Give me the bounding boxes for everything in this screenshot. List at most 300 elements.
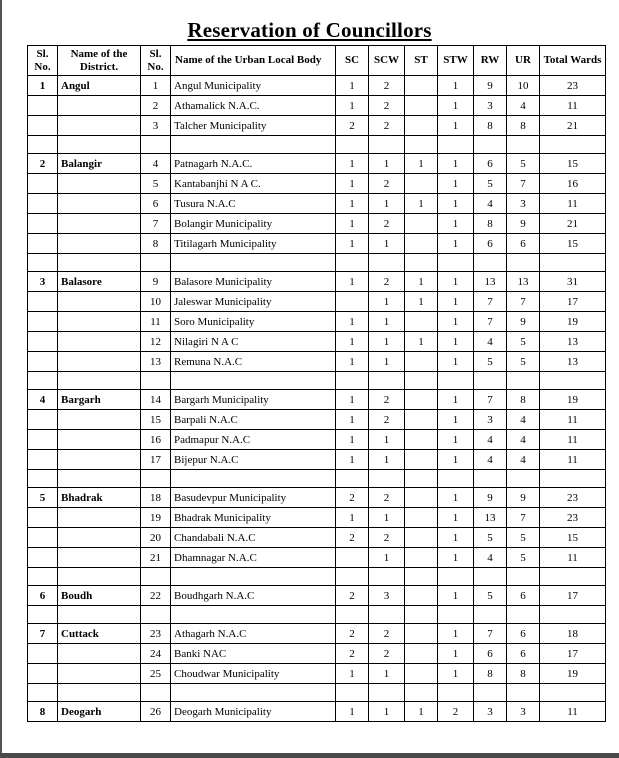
table-row (28, 96, 606, 116)
cell-scw: 2 (369, 116, 405, 136)
empty-cell (336, 470, 369, 488)
cell-ur: 9 (507, 488, 540, 508)
ulb-sl-no: 3 (141, 116, 171, 136)
district-name (58, 214, 141, 234)
empty-cell (438, 372, 474, 390)
district-sl-no: 3 (28, 272, 58, 292)
ulb-sl-no: 15 (141, 410, 171, 430)
cell-total: 21 (540, 116, 606, 136)
cell-ur: 5 (507, 154, 540, 174)
cell-ur: 6 (507, 624, 540, 644)
cell-st (405, 352, 438, 372)
cell-scw: 2 (369, 488, 405, 508)
empty-cell (405, 470, 438, 488)
ulb-name: Choudwar Municipality (171, 664, 336, 684)
cell-sc: 1 (336, 450, 369, 470)
empty-cell (369, 372, 405, 390)
cell-total: 11 (540, 430, 606, 450)
empty-cell (58, 372, 141, 390)
empty-cell (540, 568, 606, 586)
cell-st (405, 312, 438, 332)
cell-total: 23 (540, 488, 606, 508)
empty-cell (405, 684, 438, 702)
cell-rw: 6 (474, 644, 507, 664)
ulb-name: Bijepur N.A.C (171, 450, 336, 470)
ulb-sl-no: 20 (141, 528, 171, 548)
district-sl-no (28, 332, 58, 352)
cell-sc: 1 (336, 272, 369, 292)
table-row (28, 450, 606, 470)
spacer-row (28, 254, 606, 272)
district-sl-no: 7 (28, 624, 58, 644)
district-name: Deogarh (58, 702, 141, 722)
cell-st: 1 (405, 154, 438, 174)
empty-cell (405, 568, 438, 586)
district-name: Boudh (58, 586, 141, 606)
empty-cell (171, 254, 336, 272)
empty-cell (58, 136, 141, 154)
cell-total: 19 (540, 664, 606, 684)
ulb-sl-no: 13 (141, 352, 171, 372)
table-header-row (28, 46, 606, 76)
cell-st (405, 116, 438, 136)
cell-stw: 1 (438, 528, 474, 548)
cell-ur: 3 (507, 702, 540, 722)
cell-sc: 2 (336, 488, 369, 508)
table-row (28, 548, 606, 568)
spacer-row (28, 568, 606, 586)
cell-scw: 2 (369, 272, 405, 292)
cell-stw: 1 (438, 214, 474, 234)
cell-rw: 3 (474, 410, 507, 430)
ulb-sl-no: 2 (141, 96, 171, 116)
cell-ur: 9 (507, 312, 540, 332)
empty-cell (540, 372, 606, 390)
district-sl-no (28, 312, 58, 332)
cell-scw: 1 (369, 430, 405, 450)
col-header-sl-no-2: Sl. No. (141, 46, 171, 76)
district-name (58, 450, 141, 470)
col-header-rw: RW (474, 46, 507, 76)
cell-scw: 1 (369, 332, 405, 352)
empty-cell (474, 136, 507, 154)
ulb-name: Padmapur N.A.C (171, 430, 336, 450)
cell-st (405, 76, 438, 96)
col-header-stw: STW (438, 46, 474, 76)
cell-stw: 1 (438, 292, 474, 312)
cell-rw: 4 (474, 450, 507, 470)
empty-cell (141, 136, 171, 154)
table-row (28, 214, 606, 234)
table-row (28, 194, 606, 214)
cell-st: 1 (405, 292, 438, 312)
district-sl-no (28, 292, 58, 312)
cell-ur: 8 (507, 664, 540, 684)
empty-cell (28, 606, 58, 624)
col-header-sc: SC (336, 46, 369, 76)
cell-stw: 1 (438, 234, 474, 254)
cell-stw: 1 (438, 664, 474, 684)
cell-stw: 1 (438, 272, 474, 292)
empty-cell (507, 606, 540, 624)
cell-st (405, 488, 438, 508)
cell-scw: 2 (369, 528, 405, 548)
cell-st (405, 644, 438, 664)
cell-ur: 5 (507, 528, 540, 548)
cell-rw: 8 (474, 664, 507, 684)
empty-cell (507, 684, 540, 702)
ulb-name: Soro Municipality (171, 312, 336, 332)
cell-scw: 2 (369, 644, 405, 664)
empty-cell (58, 568, 141, 586)
ulb-sl-no: 21 (141, 548, 171, 568)
ulb-sl-no: 14 (141, 390, 171, 410)
empty-cell (474, 568, 507, 586)
empty-cell (507, 254, 540, 272)
cell-stw: 1 (438, 352, 474, 372)
cell-sc: 1 (336, 508, 369, 528)
cell-total: 21 (540, 214, 606, 234)
cell-rw: 5 (474, 528, 507, 548)
spacer-row (28, 684, 606, 702)
district-name: Bargarh (58, 390, 141, 410)
col-header-ur: UR (507, 46, 540, 76)
cell-rw: 3 (474, 96, 507, 116)
district-sl-no (28, 234, 58, 254)
cell-scw: 1 (369, 702, 405, 722)
district-sl-no: 6 (28, 586, 58, 606)
page-title: Reservation of Councillors (187, 18, 432, 42)
cell-total: 11 (540, 450, 606, 470)
district-name (58, 528, 141, 548)
empty-cell (171, 470, 336, 488)
district-name (58, 312, 141, 332)
col-header-sl-no: Sl. No. (28, 46, 58, 76)
cell-ur: 7 (507, 508, 540, 528)
district-name: Balasore (58, 272, 141, 292)
empty-cell (141, 372, 171, 390)
table-row (28, 488, 606, 508)
ulb-name: Tusura N.A.C (171, 194, 336, 214)
cell-stw: 1 (438, 96, 474, 116)
spacer-row (28, 136, 606, 154)
ulb-sl-no: 22 (141, 586, 171, 606)
cell-st: 1 (405, 702, 438, 722)
cell-sc: 1 (336, 390, 369, 410)
cell-sc: 1 (336, 430, 369, 450)
cell-rw: 5 (474, 352, 507, 372)
ulb-name: Barpali N.A.C (171, 410, 336, 430)
cell-scw: 1 (369, 548, 405, 568)
district-name: Bhadrak (58, 488, 141, 508)
page-left-border (0, 0, 2, 758)
ulb-name: Angul Municipality (171, 76, 336, 96)
cell-rw: 4 (474, 194, 507, 214)
empty-cell (171, 136, 336, 154)
cell-stw: 1 (438, 116, 474, 136)
cell-ur: 6 (507, 644, 540, 664)
district-name (58, 664, 141, 684)
cell-scw: 2 (369, 390, 405, 410)
table-row (28, 234, 606, 254)
cell-st (405, 548, 438, 568)
empty-cell (141, 568, 171, 586)
empty-cell (474, 606, 507, 624)
district-name (58, 508, 141, 528)
empty-cell (336, 684, 369, 702)
cell-scw: 1 (369, 292, 405, 312)
table-row (28, 702, 606, 722)
cell-st (405, 528, 438, 548)
district-sl-no: 5 (28, 488, 58, 508)
district-sl-no: 1 (28, 76, 58, 96)
district-sl-no (28, 450, 58, 470)
cell-st (405, 664, 438, 684)
cell-total: 13 (540, 352, 606, 372)
empty-cell (58, 470, 141, 488)
district-sl-no: 4 (28, 390, 58, 410)
ulb-name: Deogarh Municipality (171, 702, 336, 722)
ulb-name: Chandabali N.A.C (171, 528, 336, 548)
empty-cell (540, 606, 606, 624)
cell-sc: 2 (336, 624, 369, 644)
ulb-name: Jaleswar Municipality (171, 292, 336, 312)
cell-scw: 1 (369, 234, 405, 254)
empty-cell (141, 470, 171, 488)
table-row (28, 664, 606, 684)
district-sl-no: 8 (28, 702, 58, 722)
district-sl-no (28, 214, 58, 234)
cell-total: 11 (540, 96, 606, 116)
cell-scw: 2 (369, 410, 405, 430)
cell-stw: 1 (438, 194, 474, 214)
cell-rw: 5 (474, 174, 507, 194)
cell-st: 1 (405, 332, 438, 352)
cell-stw: 1 (438, 488, 474, 508)
cell-total: 15 (540, 234, 606, 254)
cell-total: 15 (540, 528, 606, 548)
empty-cell (540, 136, 606, 154)
district-sl-no (28, 174, 58, 194)
district-name (58, 430, 141, 450)
table-row (28, 410, 606, 430)
empty-cell (507, 568, 540, 586)
cell-total: 15 (540, 154, 606, 174)
empty-cell (540, 684, 606, 702)
table-row (28, 292, 606, 312)
table-row (28, 116, 606, 136)
cell-total: 13 (540, 332, 606, 352)
cell-rw: 8 (474, 214, 507, 234)
cell-scw: 2 (369, 174, 405, 194)
ulb-sl-no: 9 (141, 272, 171, 292)
district-sl-no (28, 430, 58, 450)
spacer-row (28, 470, 606, 488)
cell-rw: 3 (474, 702, 507, 722)
district-name (58, 644, 141, 664)
cell-ur: 4 (507, 96, 540, 116)
empty-cell (438, 568, 474, 586)
cell-total: 11 (540, 548, 606, 568)
ulb-sl-no: 19 (141, 508, 171, 528)
cell-ur: 5 (507, 352, 540, 372)
empty-cell (336, 372, 369, 390)
ulb-sl-no: 10 (141, 292, 171, 312)
cell-ur: 6 (507, 234, 540, 254)
district-sl-no (28, 194, 58, 214)
cell-sc: 1 (336, 76, 369, 96)
cell-sc: 1 (336, 154, 369, 174)
table-row (28, 352, 606, 372)
cell-rw: 13 (474, 508, 507, 528)
table-body (28, 76, 606, 722)
reservation-table (27, 45, 606, 722)
empty-cell (171, 684, 336, 702)
cell-rw: 8 (474, 116, 507, 136)
empty-cell (336, 254, 369, 272)
empty-cell (28, 470, 58, 488)
cell-ur: 7 (507, 174, 540, 194)
ulb-name: Nilagiri N A C (171, 332, 336, 352)
empty-cell (474, 372, 507, 390)
col-header-total: Total Wards (540, 46, 606, 76)
empty-cell (438, 606, 474, 624)
cell-stw: 1 (438, 624, 474, 644)
cell-total: 19 (540, 312, 606, 332)
ulb-sl-no: 6 (141, 194, 171, 214)
ulb-name: Boudhgarh N.A.C (171, 586, 336, 606)
empty-cell (171, 606, 336, 624)
cell-ur: 8 (507, 116, 540, 136)
cell-scw: 2 (369, 214, 405, 234)
cell-scw: 3 (369, 586, 405, 606)
col-header-ulb: Name of the Urban Local Body (171, 46, 336, 76)
cell-sc: 2 (336, 116, 369, 136)
cell-sc: 2 (336, 644, 369, 664)
cell-total: 19 (540, 390, 606, 410)
empty-cell (28, 372, 58, 390)
table-row (28, 76, 606, 96)
cell-ur: 4 (507, 410, 540, 430)
cell-rw: 4 (474, 332, 507, 352)
empty-cell (438, 254, 474, 272)
ulb-sl-no: 23 (141, 624, 171, 644)
empty-cell (507, 470, 540, 488)
district-name (58, 332, 141, 352)
empty-cell (405, 372, 438, 390)
district-sl-no: 2 (28, 154, 58, 174)
cell-stw: 1 (438, 174, 474, 194)
cell-stw: 1 (438, 312, 474, 332)
district-sl-no (28, 548, 58, 568)
cell-total: 23 (540, 508, 606, 528)
ulb-sl-no: 7 (141, 214, 171, 234)
ulb-name: Athamalick N.A.C. (171, 96, 336, 116)
district-name (58, 96, 141, 116)
ulb-name: Bargarh Municipality (171, 390, 336, 410)
table-row (28, 586, 606, 606)
district-sl-no (28, 528, 58, 548)
empty-cell (141, 606, 171, 624)
empty-cell (474, 254, 507, 272)
cell-scw: 1 (369, 508, 405, 528)
cell-sc: 1 (336, 332, 369, 352)
empty-cell (507, 372, 540, 390)
cell-total: 18 (540, 624, 606, 644)
cell-scw: 1 (369, 312, 405, 332)
empty-cell (540, 470, 606, 488)
cell-rw: 6 (474, 234, 507, 254)
cell-ur: 13 (507, 272, 540, 292)
cell-total: 11 (540, 702, 606, 722)
cell-sc: 1 (336, 410, 369, 430)
cell-scw: 1 (369, 352, 405, 372)
empty-cell (474, 684, 507, 702)
cell-sc: 1 (336, 214, 369, 234)
empty-cell (438, 470, 474, 488)
cell-sc: 1 (336, 702, 369, 722)
empty-cell (336, 606, 369, 624)
cell-st: 1 (405, 272, 438, 292)
empty-cell (369, 136, 405, 154)
empty-cell (369, 606, 405, 624)
ulb-sl-no: 24 (141, 644, 171, 664)
district-sl-no (28, 644, 58, 664)
ulb-sl-no: 4 (141, 154, 171, 174)
table-row (28, 332, 606, 352)
cell-rw: 13 (474, 272, 507, 292)
cell-st (405, 96, 438, 116)
spacer-row (28, 372, 606, 390)
district-sl-no (28, 96, 58, 116)
table-row (28, 430, 606, 450)
cell-ur: 4 (507, 450, 540, 470)
district-name: Balangir (58, 154, 141, 174)
cell-st (405, 586, 438, 606)
district-sl-no (28, 116, 58, 136)
cell-sc: 1 (336, 194, 369, 214)
cell-total: 23 (540, 76, 606, 96)
table-row (28, 644, 606, 664)
empty-cell (171, 568, 336, 586)
cell-sc (336, 292, 369, 312)
ulb-sl-no: 17 (141, 450, 171, 470)
cell-rw: 7 (474, 390, 507, 410)
spacer-row (28, 606, 606, 624)
ulb-name: Titilagarh Municipality (171, 234, 336, 254)
cell-rw: 4 (474, 430, 507, 450)
cell-stw: 2 (438, 702, 474, 722)
cell-stw: 1 (438, 76, 474, 96)
district-name (58, 352, 141, 372)
cell-scw: 2 (369, 96, 405, 116)
ulb-name: Balasore Municipality (171, 272, 336, 292)
cell-st (405, 450, 438, 470)
cell-total: 17 (540, 292, 606, 312)
ulb-name: Patnagarh N.A.C. (171, 154, 336, 174)
cell-st (405, 624, 438, 644)
cell-sc: 2 (336, 586, 369, 606)
ulb-name: Kantabanjhi N A C. (171, 174, 336, 194)
cell-scw: 1 (369, 194, 405, 214)
cell-rw: 6 (474, 154, 507, 174)
cell-st (405, 508, 438, 528)
ulb-sl-no: 8 (141, 234, 171, 254)
ulb-sl-no: 18 (141, 488, 171, 508)
empty-cell (540, 254, 606, 272)
table-row (28, 624, 606, 644)
cell-total: 17 (540, 586, 606, 606)
